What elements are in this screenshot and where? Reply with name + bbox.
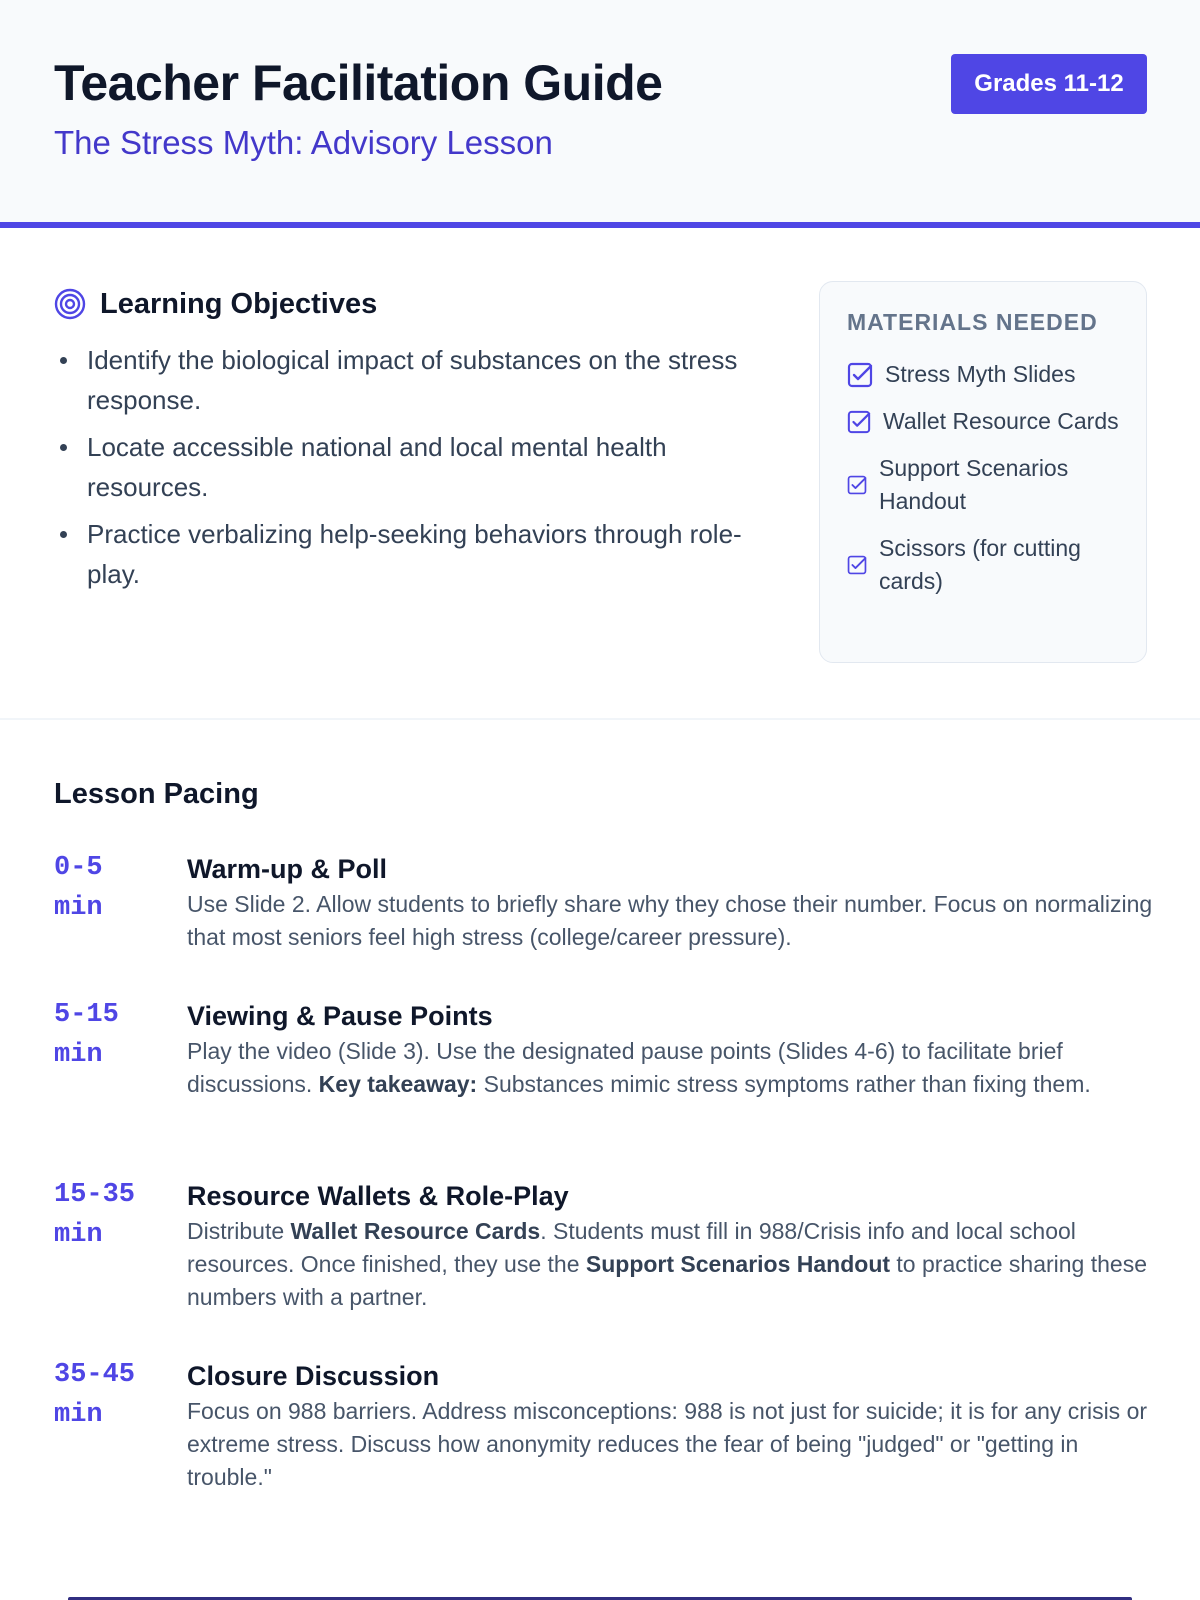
- objective-item: Identify the biological impact of substances on the stress response.: [54, 340, 774, 420]
- pacing-heading: Lesson Pacing: [54, 778, 259, 810]
- pacing-time-range: 0-5: [54, 853, 103, 883]
- material-item: [847, 405, 1126, 438]
- objective-item: Practice verbalizing help-seeking behaviors through role-play.: [54, 514, 774, 594]
- page-header: [0, 0, 1200, 228]
- pacing-time-range: 15-35: [54, 1180, 136, 1210]
- material-item: [847, 358, 1126, 391]
- checkbox-icon: [847, 410, 871, 434]
- target-icon: [54, 288, 86, 320]
- pacing-body: [187, 1179, 1154, 1314]
- checkbox-icon: [847, 555, 867, 575]
- pacing-time-unit: min: [54, 1400, 103, 1430]
- pacing-title: Viewing & Pause Points: [187, 1001, 493, 1031]
- pacing-time-range: 35-45: [54, 1360, 136, 1390]
- pacing-description: Use Slide 2. Allow students to briefly share why they chose their number. Focus on normalizing that most seniors feel high stress (college/career pressure).: [187, 891, 1153, 950]
- pacing-title: Closure Discussion: [187, 1361, 440, 1391]
- objectives-list: [54, 340, 774, 594]
- pacing-time: [54, 1355, 187, 1494]
- pacing-step: [54, 1179, 1154, 1314]
- section-divider: [0, 718, 1200, 720]
- materials-card: [819, 281, 1147, 663]
- pacing-time: [54, 995, 187, 1101]
- pacing-title: Resource Wallets & Role-Play: [187, 1181, 569, 1211]
- pacing-description: Distribute Wallet Resource Cards. Students must fill in 988/Crisis info and local school resources. Once finished, they use the Support Scenarios Handout to practice sharing these numbers with a partner.: [187, 1218, 1148, 1310]
- materials-list: [847, 358, 1126, 598]
- pacing-time-range: 5-15: [54, 1000, 119, 1030]
- pacing-time-unit: min: [54, 1220, 103, 1250]
- pacing-body: [187, 999, 1154, 1101]
- grade-badge: Grades 11-12: [951, 54, 1147, 114]
- checkbox-icon: [847, 475, 867, 495]
- objectives-heading: [54, 284, 774, 324]
- page-title: Teacher Facilitation Guide: [54, 55, 663, 111]
- objective-item: Locate accessible national and local mental health resources.: [54, 427, 774, 507]
- pacing-step: [54, 852, 1154, 954]
- pacing-description: Play the video (Slide 3). Use the designated pause points (Slides 4-6) to facilitate brief discussions. Key takeaway: Substances mimic stress symptoms rather than fixing them.: [187, 1038, 1091, 1097]
- pacing-time: [54, 1175, 187, 1314]
- material-label: Stress Myth Slides: [885, 361, 1076, 387]
- materials-heading: MATERIALS NEEDED: [847, 309, 1098, 335]
- material-item: [847, 452, 1126, 518]
- pacing-body: [187, 1359, 1154, 1494]
- pacing-description: Focus on 988 barriers. Address misconceptions: 988 is not just for suicide; it is for any crisis or extreme stress. Discuss how anonymity reduces the fear of being "judged" or "getting in trouble.": [187, 1398, 1148, 1490]
- material-label: Wallet Resource Cards: [883, 408, 1119, 434]
- pacing-step: [54, 999, 1154, 1101]
- pacing-body: [187, 852, 1154, 954]
- pacing-time-unit: min: [54, 1040, 103, 1070]
- page-subtitle: The Stress Myth: Advisory Lesson: [54, 124, 553, 161]
- learning-objectives-section: [54, 284, 774, 601]
- pacing-step: [54, 1359, 1154, 1494]
- material-label: Scissors (for cutting cards): [879, 535, 1081, 594]
- pacing-time: [54, 848, 187, 954]
- material-item: [847, 532, 1126, 598]
- pacing-title: Warm-up & Poll: [187, 854, 387, 884]
- objectives-heading-label: Learning Objectives: [100, 287, 378, 320]
- material-label: Support Scenarios Handout: [879, 455, 1069, 514]
- checkbox-icon: [847, 362, 873, 388]
- pacing-time-unit: min: [54, 893, 103, 923]
